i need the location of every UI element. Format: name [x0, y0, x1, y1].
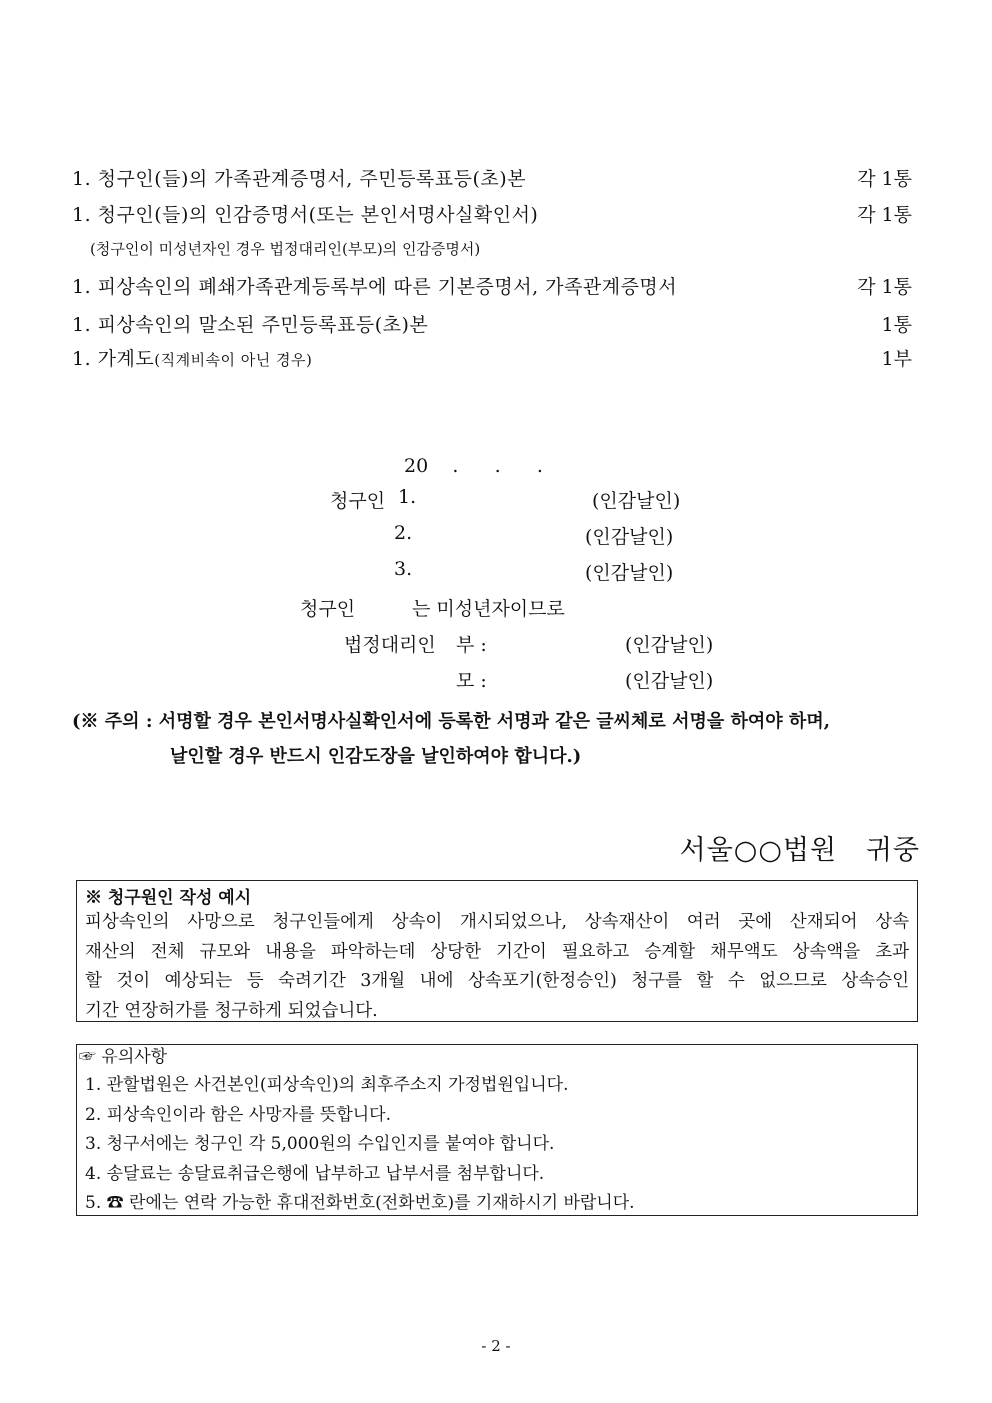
notes-item-1: 1. 관할법원은 사건본인(피상속인)의 최후주소지 가정법원입니다. [85, 1075, 569, 1095]
notes-item-4: 4. 송달료는 송달료취급은행에 납부하고 납부서를 첨부합니다. [85, 1163, 545, 1184]
example-line-2: 재산의 전체 규모와 내용을 파악하는데 상당한 기간이 필요하고 승계할 채무액도 상속액을 초과 [85, 941, 909, 962]
attachment-item-5 [72, 344, 312, 371]
example-line-4: 기간 연장허가를 청구하게 되었습니다. [85, 1000, 378, 1021]
petitioner-label: 청구인 [330, 490, 386, 512]
petitioner-1-num: 1. [398, 486, 417, 508]
minor-petitioner-label: 청구인 [300, 598, 356, 620]
attachment-qty-3: 각 1통 [857, 276, 912, 298]
notes-title: ☞ 유의사항 [79, 1047, 168, 1067]
warning-line-2: 날인할 경우 반드시 인감도장을 날인하여야 합니다.) [170, 746, 582, 767]
notes-item-2: 2. 피상속인이라 함은 사망자를 뜻합니다. [85, 1104, 391, 1125]
example-line-3: 할 것이 예상되는 등 숙려기간 3개월 내에 상속포기(한정승인) 청구를 할 수 없으므로 상속승인 [85, 971, 909, 991]
attachment-qty-5: 1부 [881, 348, 912, 370]
petitioner-2-num: 2. [394, 522, 413, 544]
mother-label: 모 : [456, 670, 487, 692]
mother-seal: (인감날인) [625, 670, 714, 692]
attachment-item-2: 1. 청구인(들)의 인감증명서(또는 본인서명사실확인서) [72, 204, 539, 226]
example-line-1: 피상속인의 사망으로 청구인들에게 상속이 개시되었으나, 상속재산이 여러 곳에 산재되어 상속 [85, 912, 909, 932]
attachment-item-5-label: 1. 가계도 [72, 348, 155, 370]
legal-rep-label: 법정대리인 [344, 634, 436, 656]
father-label: 부 : [456, 634, 487, 656]
court-name: 서울○○법원 귀중 [679, 835, 920, 866]
page-number: - 2 - [481, 1337, 511, 1355]
attachment-qty-2: 각 1통 [857, 204, 912, 226]
petitioner-3-seal: (인감날인) [585, 562, 674, 584]
warning-line-1: (※ 주의 : 서명할 경우 본인서명사실확인서에 등록한 서명과 같은 글씨체로 서명을 하여야 하며, [72, 711, 830, 732]
notes-box [76, 1044, 918, 1216]
date-line: 20 . . . [404, 455, 543, 477]
petitioner-3-num: 3. [394, 558, 413, 580]
example-box [76, 880, 918, 1022]
attachment-qty-1: 각 1통 [857, 168, 912, 190]
attachment-item-4: 1. 피상속인의 말소된 주민등록표등(초)본 [72, 314, 429, 336]
minor-statement: 는 미성년자이므로 [412, 598, 565, 620]
petitioner-1-seal: (인감날인) [592, 490, 681, 512]
attachment-qty-4: 1통 [881, 314, 912, 336]
attachment-item-5-note: (직계비속이 아닌 경우) [154, 351, 313, 369]
attachment-item-3: 1. 피상속인의 폐쇄가족관계등록부에 따른 기본증명서, 가족관계증명서 [72, 276, 678, 298]
notes-item-5: 5. ☎ 란에는 연락 가능한 휴대전화번호(전화번호)를 기재하시기 바랍니다. [85, 1193, 635, 1213]
example-title: ※ 청구원인 작성 예시 [85, 888, 252, 908]
father-seal: (인감날인) [625, 634, 714, 656]
attachment-note: (청구인이 미성년자인 경우 법정대리인(부모)의 인감증명서) [90, 240, 481, 258]
petitioner-2-seal: (인감날인) [585, 526, 674, 548]
attachment-item-1: 1. 청구인(들)의 가족관계증명서, 주민등록표등(초)본 [72, 168, 527, 190]
notes-item-3: 3. 청구서에는 청구인 각 5,000원의 수입인지를 붙여야 합니다. [85, 1134, 555, 1154]
